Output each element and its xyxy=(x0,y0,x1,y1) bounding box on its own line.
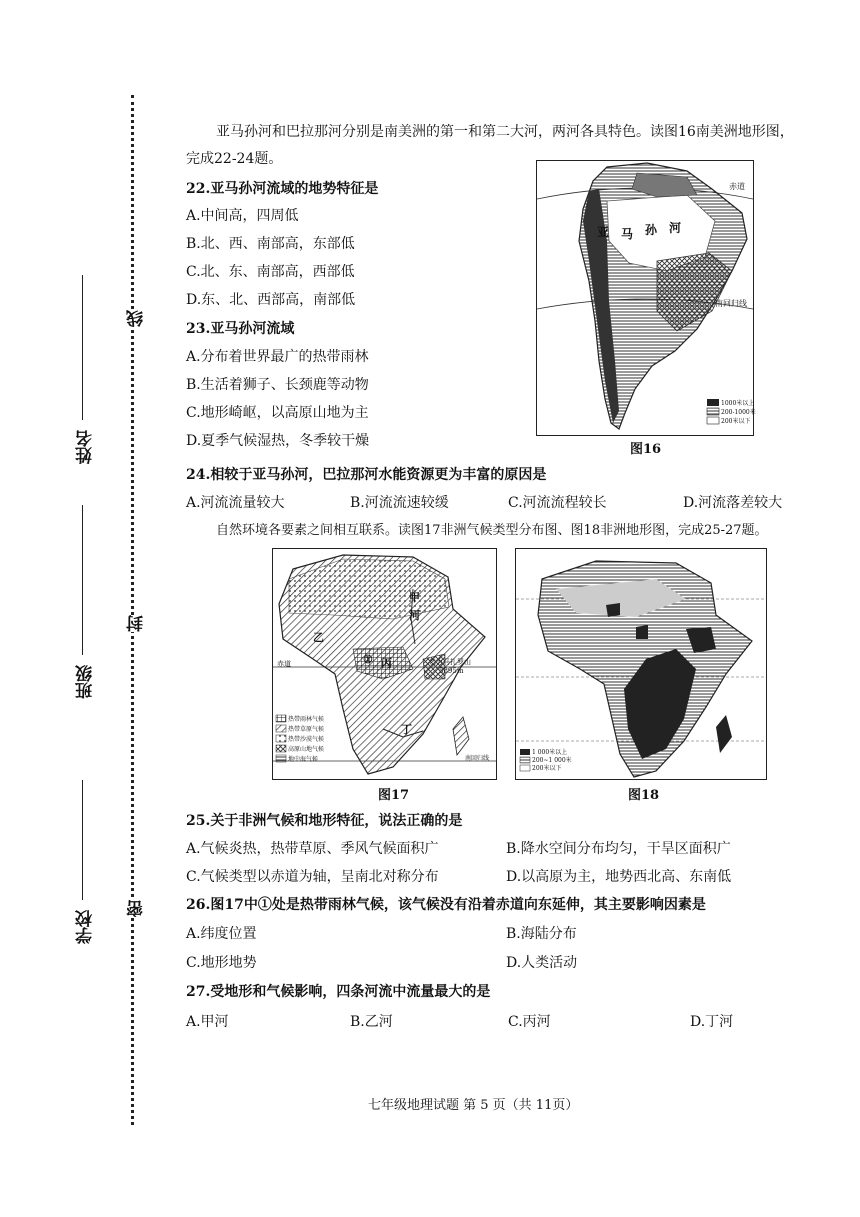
q24-stem: 24.相较于亚马孙河，巴拉那河水能资源更为丰富的原因是 xyxy=(186,467,547,483)
fig17-kili-label: 乞力马扎罗山 xyxy=(429,658,471,666)
fig17-legend-5: 地中海气候 xyxy=(288,756,319,763)
q26-option-c[interactable]: C.地形地势 xyxy=(186,955,257,971)
binding-xian-label: 线 xyxy=(124,310,149,327)
q25-option-d[interactable]: D.以高原为主，地势西北高、东南低 xyxy=(506,869,732,885)
q23-option-c[interactable]: C.地形崎岖，以高原山地为主 xyxy=(186,405,369,421)
q27-option-d[interactable]: D.丁河 xyxy=(690,1014,734,1030)
binding-feng-label: 封 xyxy=(124,615,149,632)
madagascar-18 xyxy=(716,715,732,753)
fig16-river-char-1: 亚 xyxy=(597,225,610,239)
page-footer: 七年级地理试题 第 5 页（共 11页） xyxy=(368,1098,579,1113)
fig16-legend-2: 200-1000米 xyxy=(721,409,756,416)
fig17-legend-4: 高原山地气候 xyxy=(288,746,325,753)
fig17-label-circle1: ① xyxy=(363,653,373,666)
q22-option-c[interactable]: C.北、东、南部高，西部低 xyxy=(186,264,355,280)
fig17-caption: 图17 xyxy=(378,788,410,803)
q25-stem: 25.关于非洲气候和地形特征，说法正确的是 xyxy=(186,813,463,829)
fig16-legend-1: 1000米以上 xyxy=(721,400,755,407)
fig17-africa-climate-map xyxy=(272,548,497,780)
q25-option-b[interactable]: B.降水空间分布均匀，干旱区面积广 xyxy=(506,841,731,857)
q25-option-c[interactable]: C.气候类型以赤道为轴，呈南北对称分布 xyxy=(186,869,439,885)
q26-option-a[interactable]: A.纬度位置 xyxy=(186,926,257,942)
class-field[interactable] xyxy=(82,505,83,655)
fig17-label-ding: 丁 xyxy=(401,723,412,736)
madagascar-17 xyxy=(453,717,469,755)
q24-option-b[interactable]: B.河流流速较缓 xyxy=(350,495,449,511)
class-label: 班级 xyxy=(76,665,96,699)
fig18-legend-3: 200米以下 xyxy=(532,765,562,772)
fig17-tropic-label: 南回归线 xyxy=(465,755,490,762)
fig17-legend-2: 热带草原气候 xyxy=(288,726,325,733)
q27-option-c[interactable]: C.丙河 xyxy=(508,1014,551,1030)
fig18-africa-terrain-map xyxy=(515,548,767,780)
fig18-caption: 图18 xyxy=(628,788,660,803)
q27-option-b[interactable]: B.乙河 xyxy=(350,1014,393,1030)
fig17-legend-1: 热带雨林气候 xyxy=(288,716,325,723)
q23-option-a[interactable]: A.分布着世界最广的热带雨林 xyxy=(186,349,369,365)
brazil-highland xyxy=(657,253,732,331)
intro-22-24-line2: 完成22-24题。 xyxy=(186,151,283,167)
q22-stem: 22.亚马孙河流域的地势特征是 xyxy=(186,181,379,197)
fig16-legend-3: 200米以下 xyxy=(721,418,751,425)
binding-dotted-line xyxy=(131,95,134,1125)
fig17-label-yi: 乙 xyxy=(313,631,324,644)
fig16-tropic-label: 南回归线 xyxy=(715,299,747,308)
fig16-river-char-2: 马 xyxy=(621,227,634,241)
fig16-river-char-4: 河 xyxy=(669,221,682,235)
school-label: 学校 xyxy=(76,910,96,944)
small-highland-2 xyxy=(636,625,648,639)
q22-option-a[interactable]: A.中间高，四周低 xyxy=(186,208,299,224)
binding-mi-label: 密 xyxy=(124,900,149,917)
fig17-legend-3: 热带沙漠气候 xyxy=(288,736,325,743)
q22-option-b[interactable]: B.北、西、南部高，东部低 xyxy=(186,236,355,252)
fig16-south-america-map xyxy=(536,160,754,436)
q27-stem: 27.受地形和气候影响，四条河流中流量最大的是 xyxy=(186,984,491,1000)
fig16-caption: 图16 xyxy=(630,442,662,457)
fig17-height-label: 5895m xyxy=(439,667,464,675)
fig17-label-bing: 丙 xyxy=(381,657,392,670)
intro-25-27: 自然环境各要素之间相互联系。读图17非洲气候类型分布图、图18非洲地形图，完成25-27题。 xyxy=(216,523,768,538)
q23-option-d[interactable]: D.夏季气候湿热，冬季较干燥 xyxy=(186,433,370,449)
q24-option-d[interactable]: D.河流落差较大 xyxy=(683,495,783,511)
name-label: 姓名 xyxy=(76,430,96,464)
fig16-equator-label: 赤道 xyxy=(729,182,745,191)
q24-option-c[interactable]: C.河流流程较长 xyxy=(508,495,607,511)
q27-option-a[interactable]: A.甲河 xyxy=(186,1014,229,1030)
q26-option-d[interactable]: D.人类活动 xyxy=(506,955,578,971)
q26-option-b[interactable]: B.海陆分布 xyxy=(506,926,577,942)
intro-22-24-line1: 亚马孙河和巴拉那河分别是南美洲的第一和第二大河，两河各具特色。读图16南美洲地形图， xyxy=(216,124,794,140)
q22-option-d[interactable]: D.东、北、西部高，南部低 xyxy=(186,292,356,308)
fig18-legend-1: 1 000米以上 xyxy=(532,749,568,756)
small-highland-1 xyxy=(606,603,620,617)
fig17-label-jia-he: 河 xyxy=(409,609,420,622)
q25-option-a[interactable]: A.气候炎热，热带草原、季风气候面积广 xyxy=(186,841,439,857)
fig17-label-jia: 甲 xyxy=(409,591,420,604)
fig16-river-char-3: 孙 xyxy=(645,223,658,237)
school-field[interactable] xyxy=(82,780,83,900)
q26-stem: 26.图17中①处是热带雨林气候，该气候没有沿着赤道向东延伸，其主要影响因素是 xyxy=(186,897,706,913)
fig17-equator-label: 赤道 xyxy=(277,660,291,668)
q24-option-a[interactable]: A.河流流量较大 xyxy=(186,495,285,511)
q23-stem: 23.亚马孙河流域 xyxy=(186,321,295,337)
fig18-legend-2: 200~1 000米 xyxy=(532,757,572,764)
q23-option-b[interactable]: B.生活着狮子、长颈鹿等动物 xyxy=(186,377,369,393)
name-field[interactable] xyxy=(82,275,83,420)
